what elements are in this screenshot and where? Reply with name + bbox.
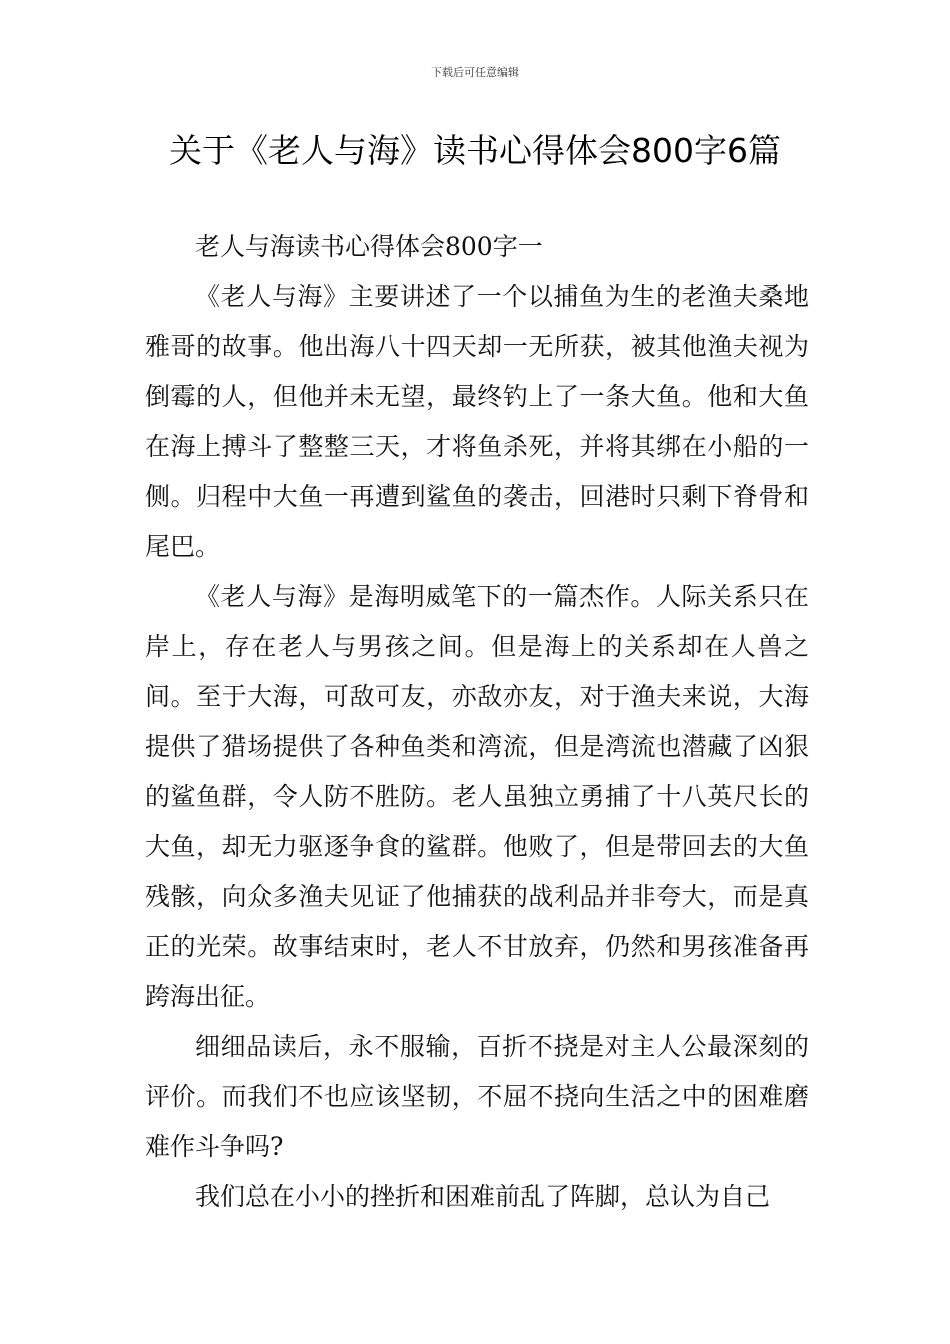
paragraph: 《老人与海》主要讲述了一个以捕鱼为生的老渔夫桑地雅哥的故事。他出海八十四天却一无所获，被其他渔夫视为倒霉的人，但他并未无望，最终钓上了一条大鱼。他和大鱼在海上搏斗了整整三天，才将鱼杀死，并将其绑在小船的一侧。归程中大鱼一再遭到鲨鱼的袭击，回港时只剩下脊骨和尾巴。 bbox=[145, 282, 809, 561]
section-heading: 老人与海读书心得体会800字一 bbox=[195, 232, 543, 261]
document-title: 关于《老人与海》读书心得体会800字6篇 bbox=[169, 131, 781, 170]
document-body bbox=[145, 222, 809, 1222]
paragraph: 《老人与海》是海明威笔下的一篇杰作。人际关系只在岸上，存在老人与男孩之间。但是海上的关系却在人兽之间。至于大海，可敌可友，亦敌亦友，对于渔夫来说，大海提供了猎场提供了各种鱼类和湾流，但是湾流也潜藏了凶狠的鲨鱼群，令人防不胜防。老人虽独立勇捕了十八英尺长的大鱼，却无力驱逐争食的鲨群。他败了，但是带回去的大鱼残骸，向众多渔夫见证了他捕获的战利品并非夸大，而是真正的光荣。故事结束时，老人不甘放弃，仍然和男孩准备再跨海出征。 bbox=[145, 582, 809, 1011]
header-note: 下载后可任意编辑 bbox=[431, 66, 519, 79]
paragraph: 我们总在小小的挫折和困难前乱了阵脚，总认为自己 bbox=[195, 1182, 771, 1211]
paragraph: 细细品读后，永不服输，百折不挠是对主人公最深刻的评价。而我们不也应该坚韧，不屈不挠向生活之中的困难磨难作斗争吗? bbox=[145, 1032, 809, 1161]
